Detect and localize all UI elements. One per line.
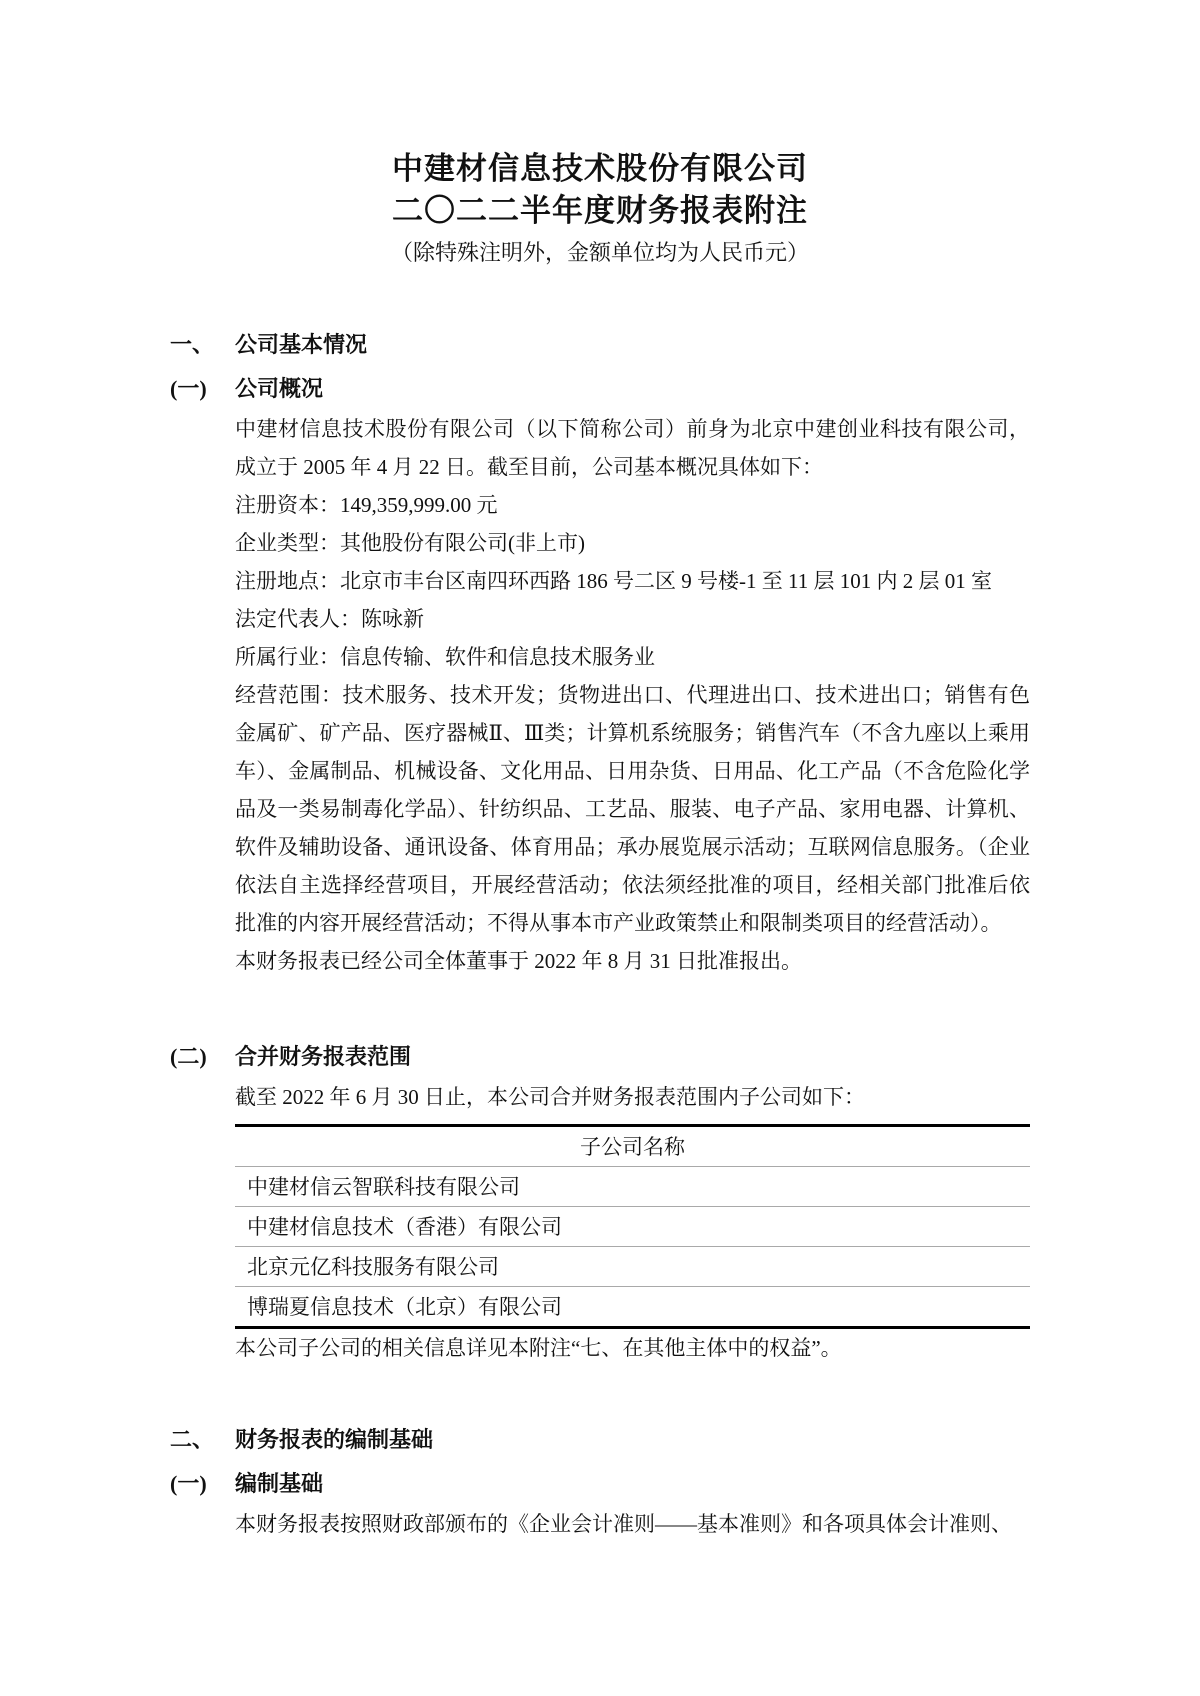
section-number: 二、	[170, 1427, 215, 1452]
subsidiary-name-cell: 北京元亿科技服务有限公司	[235, 1247, 1030, 1287]
paragraph-company-intro: 中建材信息技术股份有限公司（以下简称公司）前身为北京中建创业科技有限公司，成立于 2005 年 4 月 22 日。截至目前，公司基本概况具体如下：	[235, 417, 1030, 479]
subsection-heading-company-overview	[170, 374, 1030, 404]
document-header	[170, 148, 1030, 270]
table-header-subsidiary-name: 子公司名称	[235, 1126, 1030, 1167]
paragraph-business-scope: 经营范围：技术服务、技术开发；货物进出口、代理进出口、技术进出口；销售有色金属矿、矿产品、医疗器械Ⅱ、Ⅲ类；计算机系统服务；销售汽车（不含九座以上乘用车）、金属制品、机械设备、文化用品、日用杂货、日用品、化工产品（不含危险化学品及一类易制毒化学品）、针纺织品、工艺品、服装、电子产品、家用电器、计算机、软件及辅助设备、通讯设备、体育用品；承办展览展示活动；互联网信息服务。（企业依法自主选择经营项目，开展经营活动；依法须经批准的项目，经相关部门批准后依批准的内容开展经营活动；不得从事本市产业政策禁止和限制类项目的经营活动）。	[235, 683, 1030, 935]
paragraph-industry: 所属行业：信息传输、软件和信息技术服务业	[235, 645, 655, 669]
section-number: 一、	[170, 332, 215, 357]
company-overview-body	[235, 410, 1030, 980]
subsection-heading-consolidation-scope	[170, 1042, 1030, 1072]
doc-title-line1: 中建材信息技术股份有限公司	[392, 151, 808, 186]
table-row	[235, 1287, 1030, 1328]
paragraph-scope-intro: 截至 2022 年 6 月 30 日止，本公司合并财务报表范围内子公司如下：	[235, 1085, 865, 1109]
subsection-number: (一)	[170, 1471, 207, 1496]
subsection-heading-basis	[170, 1469, 1030, 1499]
subsidiary-name-cell: 博瑞夏信息技术（北京）有限公司	[247, 1295, 562, 1319]
table-header-row	[235, 1126, 1030, 1167]
subsidiary-name-cell: 中建材信息技术（香港）有限公司	[235, 1207, 1030, 1247]
subsidiaries-table	[235, 1124, 1030, 1329]
subsection-number: (二)	[170, 1044, 207, 1069]
table-row	[235, 1167, 1030, 1207]
section-heading-preparation-basis	[170, 1425, 1030, 1455]
section-heading-company-basics	[170, 330, 1030, 360]
subsection-title: 编制基础	[235, 1471, 324, 1496]
doc-title-line2: 二〇二二半年度财务报表附注	[392, 193, 808, 228]
paragraph-basis-intro: 本财务报表按照财政部颁布的《企业会计准则——基本准则》和各项具体会计准则、	[235, 1512, 1012, 1536]
subsection-title: 合并财务报表范围	[235, 1044, 412, 1069]
preparation-basis-body	[235, 1505, 1030, 1543]
section-title: 财务报表的编制基础	[235, 1427, 434, 1452]
table-row	[235, 1207, 1030, 1247]
doc-subtitle: （除特殊注明外，金额单位均为人民币元）	[390, 240, 809, 265]
paragraph-legal-representative: 法定代表人：陈咏新	[235, 607, 424, 631]
section-title: 公司基本情况	[235, 332, 368, 357]
table-row	[235, 1247, 1030, 1287]
paragraph-approval-date: 本财务报表已经公司全体董事于 2022 年 8 月 31 日批准报出。	[235, 949, 802, 973]
paragraph-subsidiaries-note: 本公司子公司的相关信息详见本附注“七、在其他主体中的权益”。	[235, 1336, 842, 1360]
paragraph-registered-address: 注册地点：北京市丰台区南四环西路 186 号二区 9 号楼-1 至 11 层 101 内 2 层 01 室	[235, 569, 992, 593]
paragraph-company-type: 企业类型：其他股份有限公司(非上市)	[235, 531, 585, 555]
paragraph-registered-capital: 注册资本：149,359,999.00 元	[235, 493, 498, 517]
subsidiary-name-cell: 中建材信云智联科技有限公司	[235, 1167, 1030, 1207]
subsection-number: (一)	[170, 376, 207, 401]
subsection-title: 公司概况	[235, 376, 324, 401]
consolidation-scope-body	[235, 1078, 1030, 1367]
